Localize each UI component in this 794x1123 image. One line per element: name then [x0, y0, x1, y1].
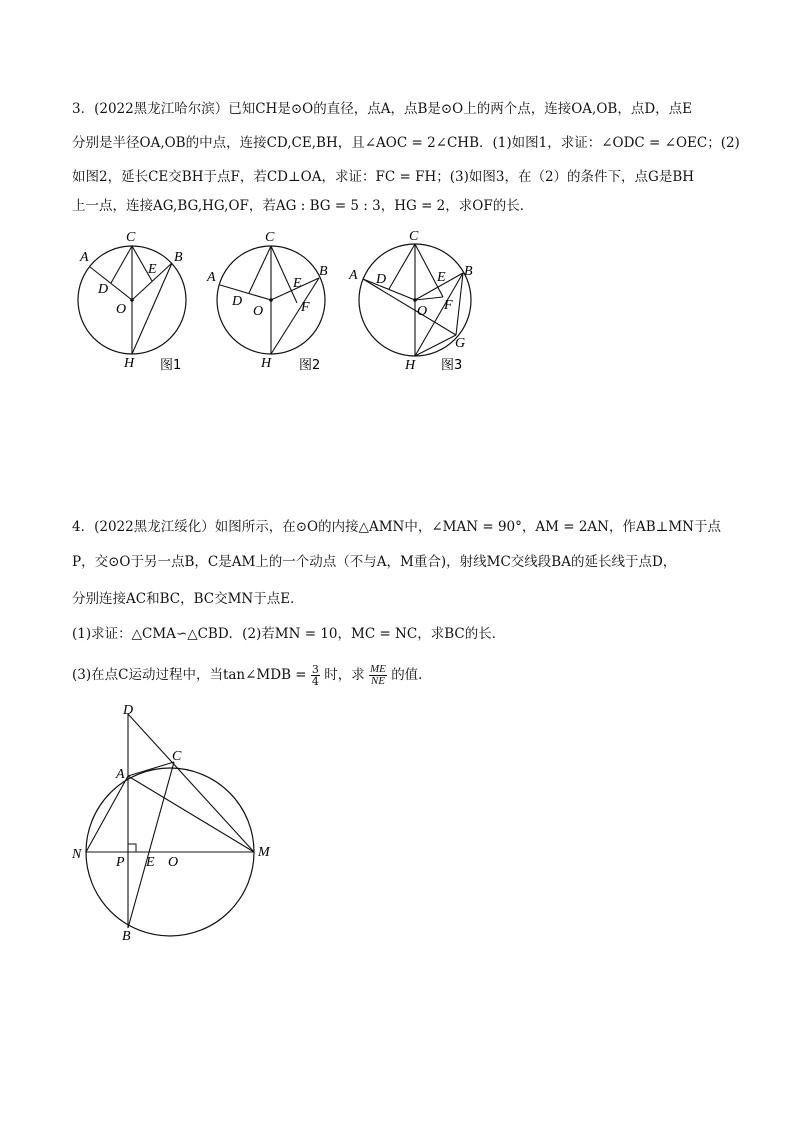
problem3-line4: 上一点，连接AG,BG,HG,OF，若AG : BG = 5 : 3，HG = 2，求OF的长． — [72, 198, 534, 214]
fig4-label-p: P — [116, 855, 125, 870]
problem4-line1: 4．(2022黑龙江绥化）如图所示，在⊙O的内接△AMN中，∠MAN = 90°，AM = 2AN，作AB⊥MN于点 — [72, 519, 721, 535]
fig1-label-h: H — [124, 356, 135, 371]
fig4-label-n: N — [72, 847, 82, 862]
fraction-me: ME — [370, 663, 386, 675]
fig2-label-d: D — [232, 294, 243, 309]
fraction-numerator: 3 — [311, 663, 319, 676]
fig1-label-a: A — [80, 250, 89, 265]
problem3-figure2 — [205, 225, 340, 375]
problem4-line5 — [72, 660, 432, 690]
fig3-label-e: E — [437, 270, 446, 285]
fig4-label-b: B — [122, 929, 131, 944]
fig1-label-b: B — [174, 250, 183, 265]
fig1-label-c: C — [126, 230, 136, 245]
fig2-label-e: E — [293, 276, 302, 291]
problem4-line5-pre: (3)在点C运动过程中，当tan∠MDB = — [72, 667, 307, 683]
fig3-label-g: G — [455, 336, 466, 351]
fig2-label-b: B — [319, 264, 328, 279]
fig1-label-e: E — [148, 262, 157, 277]
fig2-label-o: O — [253, 304, 264, 319]
problem3-line2: 分别是半径OA,OB的中点，连接CD,CE,BH，且∠AOC = 2∠CHB．(1)如图1，求证：∠ODC = ∠OEC；(2) — [72, 135, 740, 151]
fig3-label-o: O — [417, 304, 428, 319]
fig4-label-m: M — [258, 845, 270, 860]
fig1-label-d: D — [98, 282, 109, 297]
fig3-caption: 图3 — [441, 358, 463, 373]
problem4-figure — [60, 700, 290, 945]
fig2-label-c: C — [265, 230, 275, 245]
fig1-caption: 图1 — [160, 358, 182, 373]
fig4-label-o: O — [168, 855, 179, 870]
fig3-label-d: D — [376, 272, 387, 287]
problem3-figure1 — [72, 225, 202, 375]
problem4-line5-mid: 时，求 — [324, 667, 365, 683]
fig4-label-e: E — [146, 855, 155, 870]
fig3-label-f: F — [444, 298, 453, 313]
problem4-line4: (1)求证：△CMA∽△CBD．(2)若MN = 10，MC = NC，求BC的长． — [72, 626, 506, 642]
fig1-label-o: O — [116, 302, 127, 317]
problem3-figure3 — [345, 225, 485, 375]
fig4-label-c: C — [172, 749, 182, 764]
fraction-me-ne — [369, 664, 387, 687]
fraction-ne: NE — [370, 675, 385, 687]
problem3-line1: 3．(2022黑龙江哈尔滨）已知CH是⊙O的直径，点A，点B是⊙O上的两个点，连接OA,OB，点D，点E — [72, 101, 693, 117]
fig2-caption: 图2 — [299, 358, 321, 373]
fig2-label-f: F — [301, 300, 310, 315]
fraction-3-4 — [311, 664, 320, 687]
fig3-label-a: A — [349, 268, 358, 283]
problem3-line3: 如图2，延长CE交BH于点F，若CD⊥OA，求证：FC = FH；(3)如图3，在（2）的条件下，点G是BH — [72, 169, 695, 185]
problem4-line2: P，交⊙O于另一点B，C是AM上的一个动点（不与A，M重合)，射线MC交线段BA的延长线于点D， — [72, 554, 677, 570]
fig3-label-c: C — [409, 229, 419, 244]
fig4-label-d: D — [123, 703, 134, 718]
fraction-denominator: 4 — [311, 675, 319, 688]
fig2-label-h: H — [261, 356, 272, 371]
fig3-label-b: B — [464, 264, 473, 279]
fig3-label-h: H — [405, 358, 416, 373]
fig2-label-a: A — [207, 270, 216, 285]
problem4-line3: 分别连接AC和BC，BC交MN于点E． — [72, 591, 304, 607]
fig4-label-a: A — [116, 767, 125, 782]
problem4-line5-post: 的值． — [391, 667, 432, 683]
